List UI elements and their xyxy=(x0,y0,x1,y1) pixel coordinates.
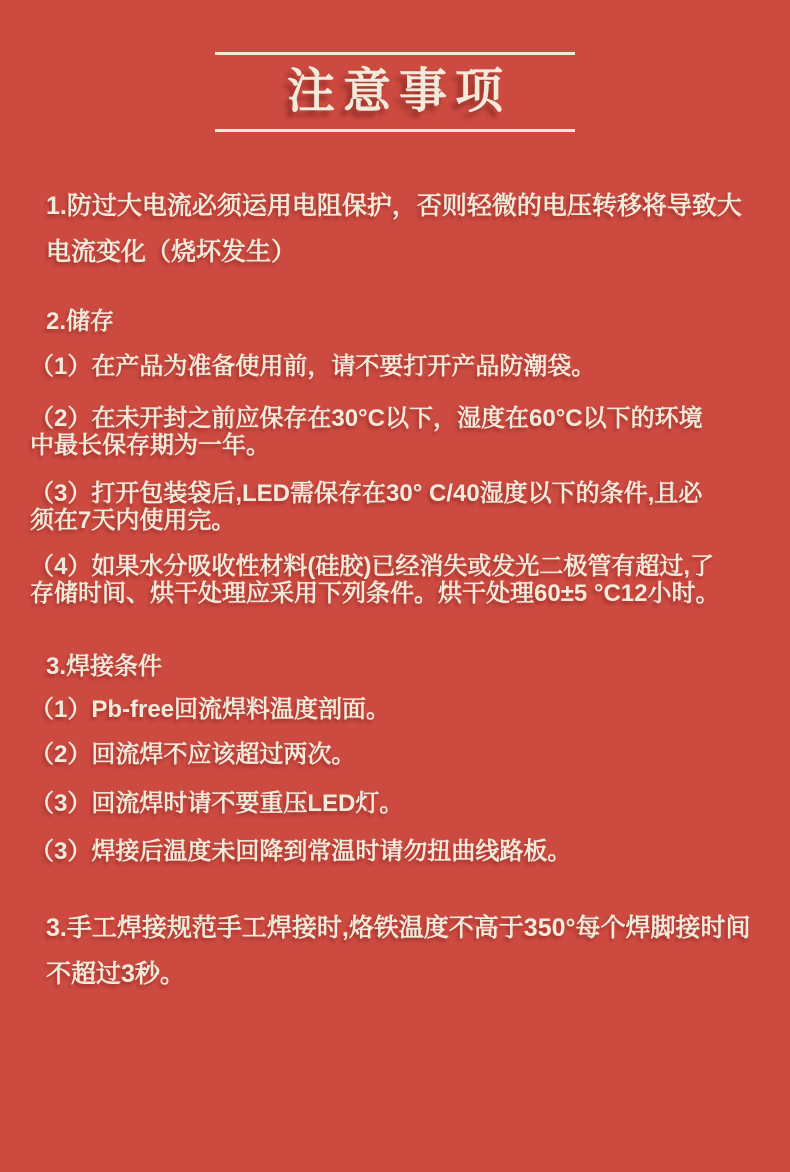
storage-item-2 xyxy=(30,405,762,459)
storage-item-3 xyxy=(30,480,762,534)
text-line: 电流变化（烧坏发生） xyxy=(46,238,297,266)
text-line: （3）打开包装袋后,LED需保存在30° C/40湿度以下的条件,且必 xyxy=(30,480,703,507)
notice-header xyxy=(0,0,790,132)
text-line: 2.储存 xyxy=(46,308,115,335)
soldering-item-2 xyxy=(30,741,762,768)
storage-item-1 xyxy=(30,353,762,380)
soldering-item-4 xyxy=(30,838,762,865)
soldering-item-1 xyxy=(30,696,762,723)
page-title: 注意事项 xyxy=(286,65,511,118)
para-overcurrent-protection xyxy=(30,183,762,275)
text-line: （1）Pb-free回流焊料温度剖面。 xyxy=(30,696,391,723)
heading-storage xyxy=(30,309,762,335)
text-line: 须在7天内使用完。 xyxy=(30,507,236,534)
text-line: 3.手工焊接规范手工焊接时,烙铁温度不高于350°每个焊脚接时间 xyxy=(46,914,751,942)
divider-bottom xyxy=(215,129,575,132)
notice-content xyxy=(0,183,790,997)
text-line: （2）在未开封之前应保存在30°C以下，湿度在60°C以下的环境 xyxy=(30,405,703,432)
text-line: （3）回流焊时请不要重压LED灯。 xyxy=(30,790,404,817)
soldering-item-3 xyxy=(30,790,762,817)
text-line: （1）在产品为准备使用前，请不要打开产品防潮袋。 xyxy=(30,353,596,380)
text-line: 1.防过大电流必须运用电阻保护，否则轻微的电压转移将导致大 xyxy=(46,192,742,220)
text-line: （2）回流焊不应该超过两次。 xyxy=(30,741,356,768)
text-line: 不超过3秒。 xyxy=(46,960,185,988)
text-line: 3.焊接条件 xyxy=(46,653,163,680)
heading-soldering-conditions xyxy=(30,654,762,680)
text-line: （3）焊接后温度未回降到常温时请勿扭曲线路板。 xyxy=(30,838,572,865)
text-line: 中最长保存期为一年。 xyxy=(30,432,270,459)
text-line: 存储时间、烘干处理应采用下列条件。烘干处理60±5 °C12小时。 xyxy=(30,580,720,607)
text-line: （4）如果水分吸收性材料(硅胶)已经消失或发光二极管有超过,了 xyxy=(30,553,714,580)
para-hand-soldering xyxy=(30,905,762,997)
storage-item-4 xyxy=(30,553,762,607)
